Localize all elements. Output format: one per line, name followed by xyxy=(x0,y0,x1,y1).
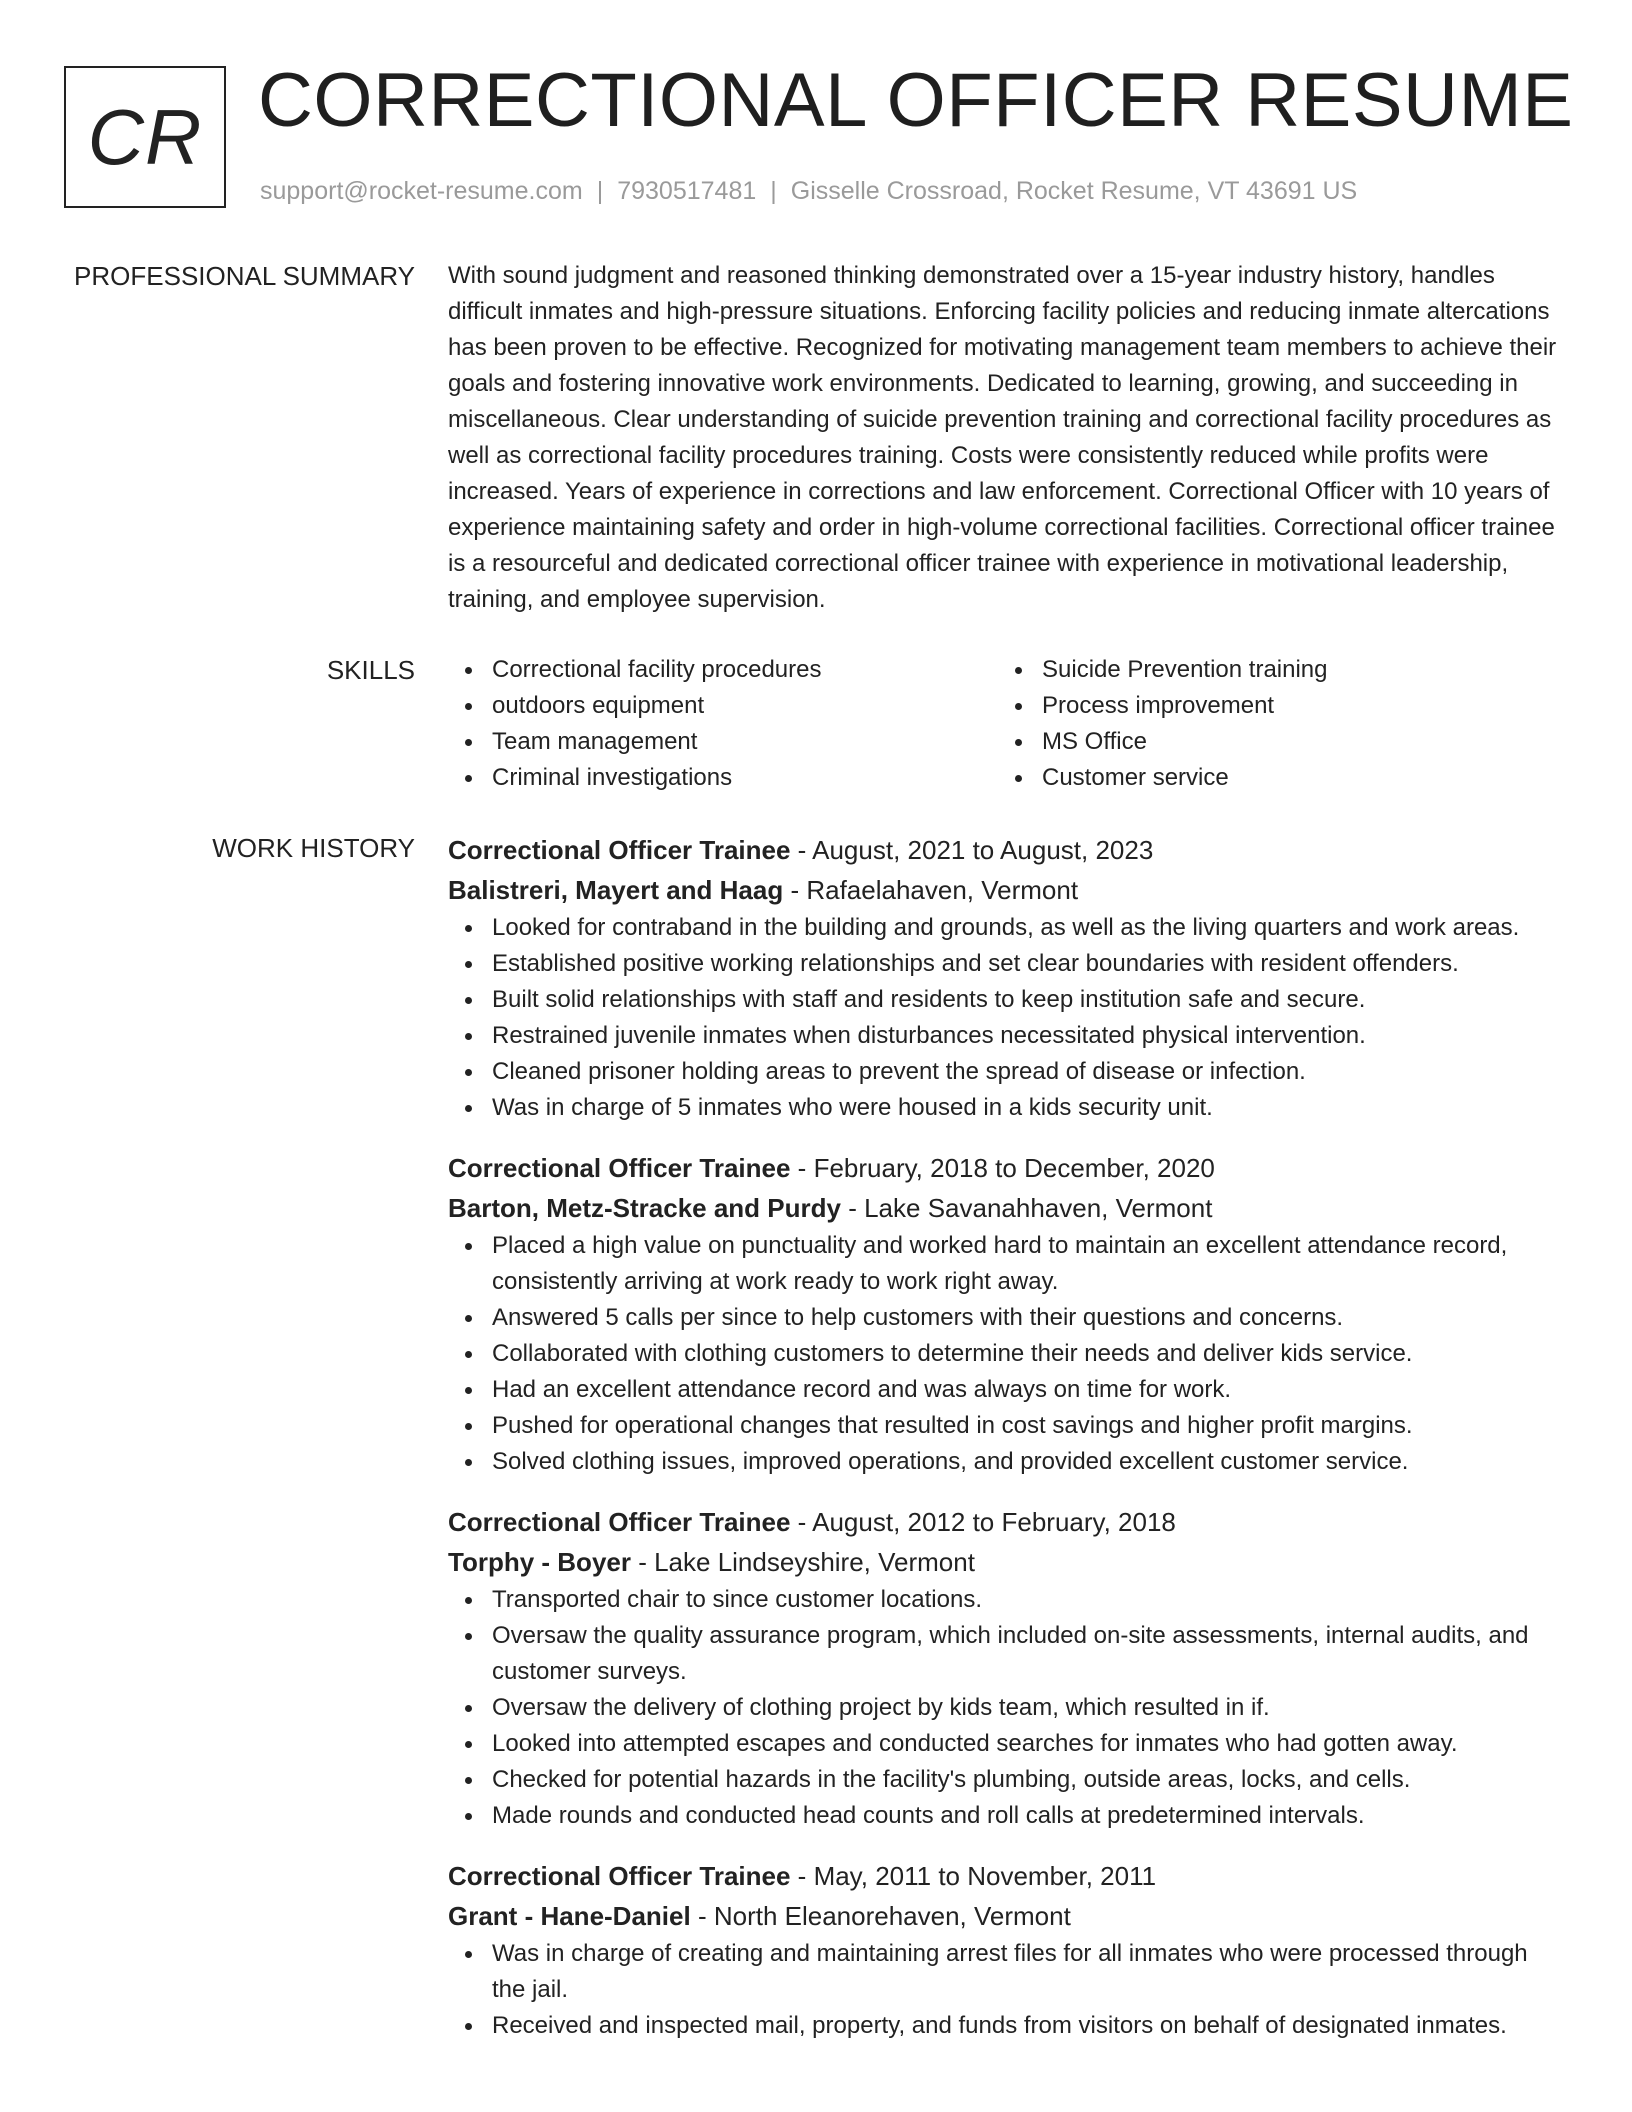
job-bullet: Established positive working relationships and set clear boundaries with resident offenders. xyxy=(492,946,1563,982)
job-bullet: Restrained juvenile inmates when disturbances necessitated physical intervention. xyxy=(492,1018,1563,1054)
summary-text: With sound judgment and reasoned thinking demonstrated over a 15-year industry history, handles difficult inmates and high-pressure situations. Enforcing facility policies and reducing inmate altercations has been proven to be effective. Recognized for motivating management team members to achieve their goals and fostering innovative work environments. Dedicated to learning, growing, and succeeding in miscellaneous. Clear understanding of suicide prevention training and correctional facility procedures as well as correctional facility procedures training. Costs were consistently reduced while profits were increased. Years of experience in corrections and law enforcement. Correctional Officer with 10 years of experience maintaining safety and order in high-volume correctional facilities. Correctional officer trainee is a resourceful and dedicated correctional officer trainee with experience in motivational leadership, training, and employee supervision. xyxy=(448,262,1557,613)
skill-item: MS Office xyxy=(1042,724,1548,760)
job-bullet: Built solid relationships with staff and residents to keep institution safe and secure. xyxy=(492,982,1563,1018)
skill-item: outdoors equipment xyxy=(492,688,998,724)
summary-body xyxy=(448,258,1563,618)
job-bullet: Oversaw the quality assurance program, which included on-site assessments, internal audits, and customer surveys. xyxy=(492,1618,1563,1690)
job-bullet: Made rounds and conducted head counts and roll calls at predetermined intervals. xyxy=(492,1798,1563,1834)
job-company-line: Torphy - Boyer - Lake Lindseyshire, Vermont xyxy=(448,1547,975,1577)
contact-line xyxy=(260,174,1357,208)
job-bullet: Transported chair to since customer locations. xyxy=(492,1582,1563,1618)
skills-grid xyxy=(448,652,1563,796)
job-bullet: Solved clothing issues, improved operations, and provided excellent customer service. xyxy=(492,1444,1563,1480)
job-location: North Eleanorehaven, Vermont xyxy=(713,1901,1071,1931)
skills-column-2 xyxy=(998,652,1548,796)
job-title: Correctional Officer Trainee xyxy=(448,1861,791,1891)
job-dates: August, 2012 to February, 2018 xyxy=(812,1507,1176,1537)
job-company-line: Balistreri, Mayert and Haag - Rafaelahaven, Vermont xyxy=(448,875,1079,905)
job-location: Rafaelahaven, Vermont xyxy=(806,875,1079,905)
job-title-line: Correctional Officer Trainee - February, 2018 to December, 2020 xyxy=(448,1153,1215,1183)
job-bullet: Received and inspected mail, property, and funds from visitors on behalf of designated inmates. xyxy=(492,2008,1563,2044)
job-location: Lake Lindseyshire, Vermont xyxy=(654,1547,975,1577)
job-company-line: Barton, Metz-Stracke and Purdy - Lake Savanahhaven, Vermont xyxy=(448,1193,1213,1223)
job-company: Torphy - Boyer xyxy=(448,1547,631,1577)
contact-separator: | xyxy=(770,177,777,205)
job-bullet: Checked for potential hazards in the facility's plumbing, outside areas, locks, and cells. xyxy=(492,1762,1563,1798)
job-company: Balistreri, Mayert and Haag xyxy=(448,875,784,905)
skill-item: Correctional facility procedures xyxy=(492,652,998,688)
job-bullet: Was in charge of creating and maintaining arrest files for all inmates who were processed through the jail. xyxy=(492,1936,1563,2008)
job-bullet: Cleaned prisoner holding areas to prevent the spread of disease or infection. xyxy=(492,1054,1563,1090)
work-history-label: WORK HISTORY xyxy=(212,833,415,863)
skills-column-1 xyxy=(448,652,998,796)
work-history-body xyxy=(448,830,1563,2066)
job-bullets xyxy=(448,910,1563,1126)
skills-label: SKILLS xyxy=(326,655,415,685)
job-bullet: Pushed for operational changes that resulted in cost savings and higher profit margins. xyxy=(492,1408,1563,1444)
job-bullet: Had an excellent attendance record and was always on time for work. xyxy=(492,1372,1563,1408)
job-entry xyxy=(448,1502,1563,1834)
job-entry xyxy=(448,1148,1563,1480)
job-bullet: Oversaw the delivery of clothing project by kids team, which resulted in if. xyxy=(492,1690,1563,1726)
job-company-line: Grant - Hane-Daniel - North Eleanorehaven, Vermont xyxy=(448,1901,1071,1931)
skill-item: Process improvement xyxy=(1042,688,1548,724)
job-title: Correctional Officer Trainee xyxy=(448,1507,791,1537)
job-title-line: Correctional Officer Trainee - May, 2011 to November, 2011 xyxy=(448,1861,1157,1891)
contact-email: support@rocket-resume.com xyxy=(260,177,583,205)
monogram-logo: CR xyxy=(64,66,226,208)
job-bullet: Looked for contraband in the building and grounds, as well as the living quarters and work areas. xyxy=(492,910,1563,946)
page-title: CORRECTIONAL OFFICER RESUME xyxy=(258,58,1574,143)
job-company: Barton, Metz-Stracke and Purdy xyxy=(448,1193,841,1223)
contact-separator: | xyxy=(596,177,604,205)
job-title-line: Correctional Officer Trainee - August, 2012 to February, 2018 xyxy=(448,1507,1176,1537)
job-bullets xyxy=(448,1228,1563,1480)
job-bullet: Was in charge of 5 inmates who were housed in a kids security unit. xyxy=(492,1090,1563,1126)
job-bullet: Collaborated with clothing customers to determine their needs and deliver kids service. xyxy=(492,1336,1563,1372)
contact-address: Gisselle Crossroad, Rocket Resume, VT 43691 US xyxy=(790,177,1358,205)
job-bullet: Answered 5 calls per since to help customers with their questions and concerns. xyxy=(492,1300,1563,1336)
job-entry xyxy=(448,1856,1563,2044)
skill-item: Team management xyxy=(492,724,998,760)
job-bullets xyxy=(448,1582,1563,1834)
job-bullet: Looked into attempted escapes and conducted searches for inmates who had gotten away. xyxy=(492,1726,1563,1762)
skill-item: Criminal investigations xyxy=(492,760,998,796)
job-title: Correctional Officer Trainee xyxy=(448,835,791,865)
skill-item: Customer service xyxy=(1042,760,1548,796)
job-dates: February, 2018 to December, 2020 xyxy=(813,1153,1215,1183)
job-bullets xyxy=(448,1936,1563,2044)
job-title: Correctional Officer Trainee xyxy=(448,1153,791,1183)
contact-phone: 7930517481 xyxy=(617,177,757,205)
job-bullet: Placed a high value on punctuality and worked hard to maintain an excellent attendance record, consistently arriving at work ready to work right away. xyxy=(492,1228,1563,1300)
job-dates: August, 2021 to August, 2023 xyxy=(812,835,1154,865)
skill-item: Suicide Prevention training xyxy=(1042,652,1548,688)
job-entry xyxy=(448,830,1563,1126)
summary-label: PROFESSIONAL SUMMARY xyxy=(74,261,415,291)
job-company: Grant - Hane-Daniel xyxy=(448,1901,691,1931)
job-title-line: Correctional Officer Trainee - August, 2021 to August, 2023 xyxy=(448,835,1154,865)
job-location: Lake Savanahhaven, Vermont xyxy=(864,1193,1213,1223)
job-dates: May, 2011 to November, 2011 xyxy=(813,1861,1157,1891)
